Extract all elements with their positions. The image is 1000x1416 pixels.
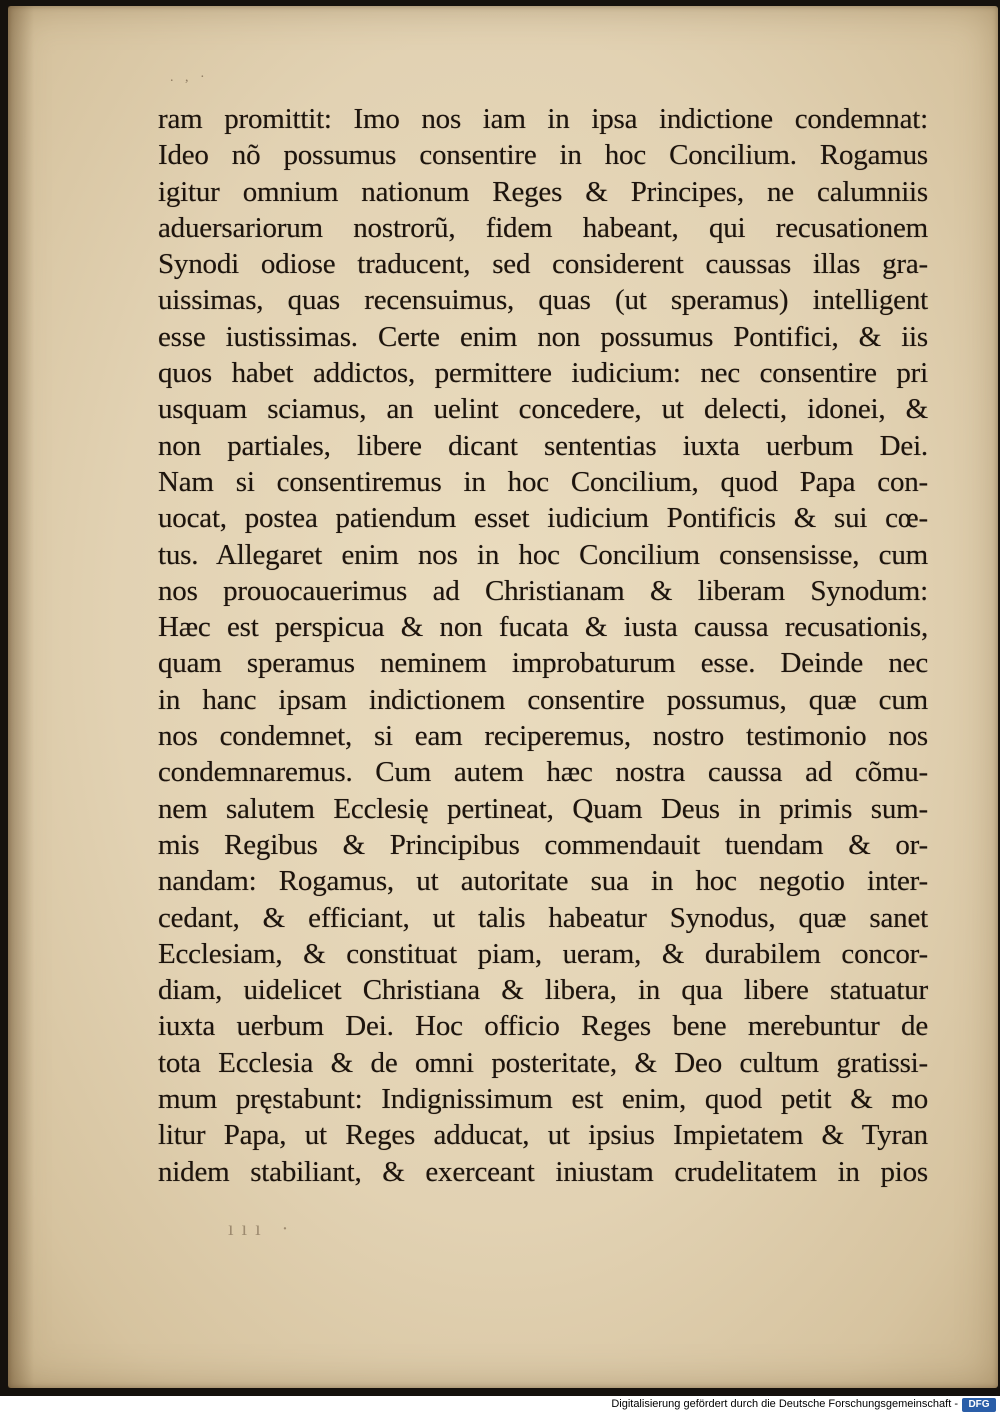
- text-line: litur Papa, ut Reges adducat, ut ipsius Impietatem & Tyran: [158, 1119, 928, 1152]
- bottom-ink-marks: ııı ·: [228, 1218, 297, 1240]
- text-line: iuxta uerbum Dei. Hoc officio Reges bene merebuntur de: [158, 1010, 928, 1043]
- footer-credit: Digitalisierung gefördert durch die Deutsche Forschungsgemeinschaft -: [611, 1398, 958, 1410]
- text-line: usquam sciamus, an uelint concedere, ut delecti, idonei, &: [158, 393, 928, 426]
- text-line: mis Regibus & Principibus commendauit tuendam & or-: [158, 828, 928, 861]
- text-line: condemnaremus. Cum autem hæc nostra caussa ad cõmu-: [158, 756, 928, 789]
- text-line: igitur omnium nationum Reges & Principes, ne calumniis: [158, 175, 928, 208]
- text-line: nos prouocauerimus ad Christianam & liberam Synodum:: [158, 574, 928, 607]
- text-line: Ecclesiam, & constituat piam, ueram, & durabilem concor-: [158, 937, 928, 970]
- text-line: Hæc est perspicua & non fucata & iusta caussa recusationis,: [158, 611, 928, 644]
- page-text: [158, 101, 928, 1190]
- text-line: uocat, postea patiendum esset iudicium Pontificis & sui cœ-: [158, 502, 928, 535]
- digitization-footer: [0, 1396, 1000, 1416]
- top-ink-marks: . , ·: [170, 70, 209, 85]
- text-line: nos condemnet, si eam reciperemus, nostro testimonio nos: [158, 720, 928, 753]
- text-line: tus. Allegaret enim nos in hoc Concilium consensisse, cum: [158, 538, 928, 571]
- text-line: non partiales, libere dicant sententias iuxta uerbum Dei.: [158, 429, 928, 462]
- text-line: uissimas, quas recensuimus, quas (ut speramus) intelligent: [158, 284, 928, 317]
- text-line: Synodi odiose traducent, sed considerent caussas illas gra-: [158, 248, 928, 281]
- text-line: mum pręstabunt: Indignissimum est enim, quod petit & mo: [158, 1083, 928, 1116]
- text-line: nandam: Rogamus, ut autoritate sua in hoc negotio inter-: [158, 865, 928, 898]
- text-line: esse iustissimas. Certe enim non possumus Pontifici, & iis: [158, 320, 928, 353]
- text-line: ram promittit: Imo nos iam in ipsa indictione condemnat:: [158, 103, 928, 135]
- text-line: quam speramus neminem improbaturum esse. Deinde nec: [158, 647, 928, 680]
- text-line: diam, uidelicet Christiana & libera, in qua libere statuatur: [158, 974, 928, 1007]
- text-line: cedant, & efficiant, ut talis habeatur Synodus, quæ sanet: [158, 901, 928, 934]
- text-line: tota Ecclesia & de omni posteritate, & Deo cultum gratissi-: [158, 1046, 928, 1079]
- text-line: nem salutem Ecclesię pertineat, Quam Deus in primis sum-: [158, 792, 928, 825]
- text-line: nidem stabiliant, & exerceant iniustam crudelitatem in pios: [158, 1155, 928, 1188]
- text-line: Ideo nõ possumus consentire in hoc Concilium. Rogamus: [158, 139, 928, 172]
- text-line: Nam si consentiremus in hoc Concilium, quod Papa con-: [158, 465, 928, 498]
- text-line: aduersariorum nostrorũ, fidem habeant, qui recusationem: [158, 211, 928, 244]
- text-line: quos habet addictos, permittere iudicium: nec consentire pri: [158, 357, 928, 390]
- dfg-logo-icon: DFG: [962, 1398, 996, 1412]
- text-line: in hanc ipsam indictionem consentire possumus, quæ cum: [158, 683, 928, 716]
